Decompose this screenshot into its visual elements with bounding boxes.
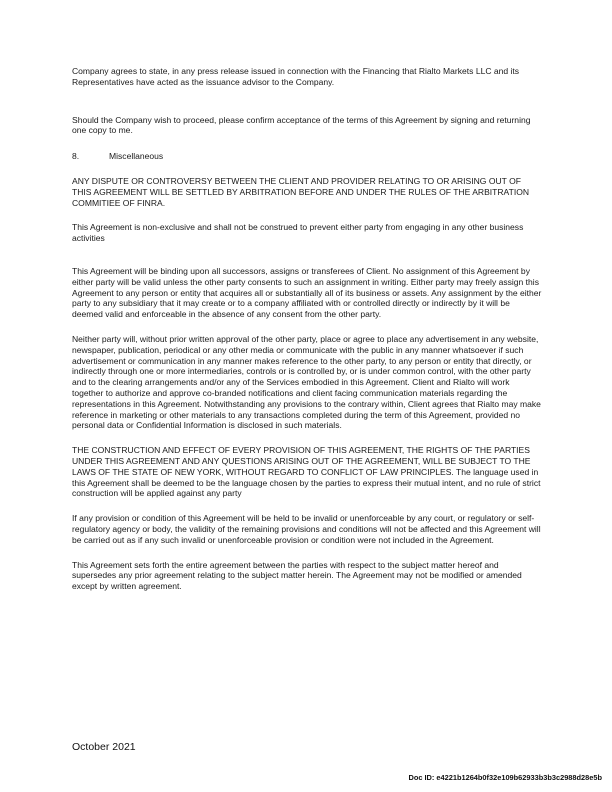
document-page <box>72 66 542 592</box>
section-number: 8. <box>72 151 80 162</box>
footer-date: October 2021 <box>72 741 136 753</box>
paragraph-entire-agreement: This Agreement sets forth the entire agreement between the parties with respect to the subject matter hereof and supersedes any prior agreement relating to the subject matter herein. The Agreement may not be modified or amended except by written agreement. <box>72 559 522 592</box>
paragraph-confirm-acceptance: Should the Company wish to proceed, please confirm acceptance of the terms of this Agreement by signing and returning one copy to me. <box>72 114 531 136</box>
paragraph-press-release: Company agrees to state, in any press release issued in connection with the Financing that Rialto Markets LLC and its Representatives have acted as the issuance advisor to the Company. <box>72 66 520 87</box>
section-heading <box>72 151 542 162</box>
paragraph-governing-law: THE CONSTRUCTION AND EFFECT OF EVERY PROVISION OF THIS AGREEMENT, THE RIGHTS OF THE PARTIES UNDER THIS AGREEMENT AND ANY QUESTIONS ARISING OUT OF THE AGREEMENT, WILL BE SUBJECT TO THE LAWS OF THE STATE OF NEW YORK, WITHOUT REGARD TO CONFLICT OF LAW PRINCIPLES. The language used in this Agreement shall be deemed to be the language chosen by the parties to express their mutual intent, and no rule of strict construction will be applied against any party <box>72 445 541 499</box>
paragraph-advertising: Neither party will, without prior written approval of the other party, place or agree to place any advertisement in any website, newspaper, publication, periodical or any other media or communicate with the public in any manner whatsoever if such advertisement or communication in any manner makes reference to the other party, to any person or entity that directly, or indirectly through one or more intermediaries, controls or is controlled by, or is under common control, with the other party and to the clearing arrangements and/or any of the Services embodied in this Agreement. Client and Rialto will work together to authorize and approve co-branded notifications and client facing communication materials regarding the representations in this Agreement. Notwithstanding any provisions to the contrary within, Client agrees that Rialto may make reference in marketing or other materials to any transactions completed during the term of this Agreement, provided no personal data or Confidential Information is disclosed in such materials. <box>72 333 541 431</box>
paragraph-non-exclusive: This Agreement is non-exclusive and shall not be construed to prevent either party from engaging in any other business activities <box>72 222 524 244</box>
paragraph-arbitration: ANY DISPUTE OR CONTROVERSY BETWEEN THE CLIENT AND PROVIDER RELATING TO OR ARISING OUT OF THIS AGREEMENT WILL BE SETTLED BY ARBITRATION BEFORE AND UNDER THE RULES OF THE ARBITRATION COMMITIEE OF FINRA. <box>72 175 530 208</box>
doc-id: Doc ID: e4221b1264b0f32e109b62933b3b3c2988d28e5b <box>408 773 602 782</box>
paragraph-binding-assignment: This Agreement will be binding upon all successors, assigns or transferees of Client. No assignment of this Agreement by either party will be valid unless the other party consents to such an assignment in writing. Either party may freely assign this Agreement to any person or entity that acquires all or substantially all of its business or assets. Any assignment by the either party to any subsidiary that it may create or to a company affiliated with or controlled directly or indirectly by it will be deemed valid and enforceable in the absence of any consent from the other party. <box>72 265 542 320</box>
section-title: Miscellaneous <box>109 151 164 162</box>
paragraph-severability: If any provision or condition of this Agreement will be held to be invalid or unenforceable by any court, or regulatory or self-regulatory agency or body, the validity of the remaining provisions and conditions will not be affected and this Agreement will be carried out as if any such invalid or unenforceable provision or condition were not included in the Agreement. <box>72 513 541 545</box>
